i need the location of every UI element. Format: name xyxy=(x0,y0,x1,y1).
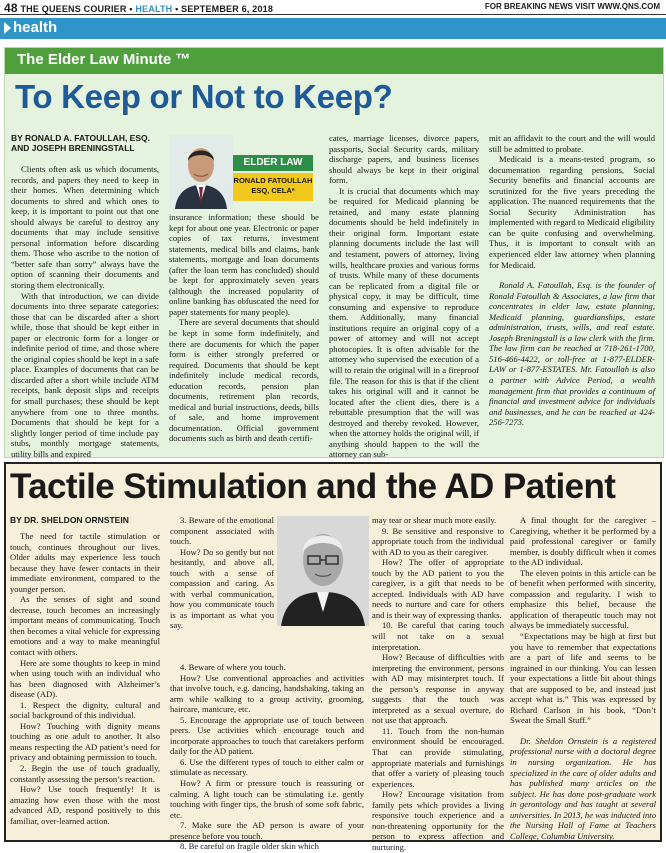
paragraph: With that introduction, we can divide documents into three separate categories: those that can be discarded after a short while, those that should be kept either in paper or electronic form for a longer or indefinite period of time, and those where the original copies should be kept in a safe place. Examples of documents that can be discarded after a short while include ATM receipts, bank deposit slips and receipts for small purchases; these should be kept anywhere from one to three months. Documents that should be kept for a slightly longer period of time include pay stubs, monthly mortgage statements, utility bills and expired xyxy=(11,290,159,459)
article-column-4 xyxy=(510,515,656,841)
paragraph: Medicaid is a means-tested program, so documentation regarding pensions, Social Security benefits and financial accounts are scrutinized for the five years preceding the application. The nuanced requirements that the Social Security Administration has implemented with regard to Medicaid eligibility can be quite confusing and overwhelming. Thus, it is important to consult with an experienced elder law attorney when planning for Medicaid. xyxy=(489,154,655,270)
paragraph: How? Use touch frequently! It is amazing how even those with the most advanced AD, respond positively to this familiar, over-learned action. xyxy=(10,784,160,826)
article-byline: BY DR. SHELDON ORNSTEIN xyxy=(10,515,129,525)
section-arrow-icon xyxy=(4,22,11,34)
article-column-1 xyxy=(10,531,160,826)
paragraph: 6. Use the different types of touch to either calm or stimulate as necessary. xyxy=(170,756,364,778)
paragraph: 3. Beware of the emotional component associated with touch. xyxy=(170,515,274,547)
paragraph: mit an affidavit to the court and the will would still be admitted to probate. xyxy=(489,133,655,154)
article-column-3 xyxy=(329,133,479,460)
article-column-2a xyxy=(170,515,274,631)
paragraph: cates, marriage licenses, divorce papers, passports, Social Security cards, military discharge papers, and business licenses should always be kept in their original form. xyxy=(329,133,479,186)
paragraph: How? Encourage visitation from family pets which provides a living responsive touch experience and a non-threatening opportunity for the person to express affection and nurturing. xyxy=(372,789,504,852)
breaking-news-link[interactable]: FOR BREAKING NEWS VISIT WWW.QNS.COM xyxy=(484,2,660,11)
issue-date: SEPTEMBER 6, 2018 xyxy=(181,4,274,14)
author-name-card xyxy=(233,173,313,201)
paragraph: 2. Begin the use of touch gradually, constantly assessing the person’s reaction. xyxy=(10,763,160,784)
page-number: 48 xyxy=(4,1,18,15)
paragraph: How? Touching with dignity means touching as one adult to another. It also means respecting the AD patient’s need for privacy and obtaining permission to touch. xyxy=(10,720,160,763)
page-header xyxy=(0,0,666,15)
paragraph: 8. Be careful on fragile older skin which xyxy=(180,841,319,852)
elder-law-article xyxy=(4,47,664,458)
page-header-left: 48 THE QUEENS COURIER • HEALTH • SEPTEMBER 6, 2018 xyxy=(4,1,274,15)
author-bio: Dr. Sheldon Ornstein is a registered professional nurse with a doctoral degree in nursing organization. He has specialized in the care of older adults and has published many articles on the subject. He has done post-graduate work in gerontology and has taught at several universities. In 2013, he was inducted into the Nursing Hall of Fame at Teachers College, Columbia University. xyxy=(510,735,656,841)
paragraph: A final thought for the caregiver – Caregiving, whether it be performed by a paid professional caregiver or family member, is doubly difficult when it comes to the AD individual. xyxy=(510,515,656,568)
paragraph: insurance information; these should be kept for about one year. Electronic or paper copies of tax returns, investment statements, medical bills and claims, bank statements, mortgage and loan documents (after the loan term has concluded) should be kept for approximately seven years (although the increased popularity of online banking has obfuscated the need for paper statements for many people). xyxy=(169,212,319,317)
paragraph: “Expectations may be high at first but you have to remember that expectations are a part of life and seems to be ingrained in our thinking. You can lessen your expectations a little bit about things that are supposed to be, and instead just accept what is.” This was expressed by Richard Carlson in his book, “Don’t Sweat the Small Stuff.” xyxy=(510,631,656,726)
paragraph: Here are some thoughts to keep in mind when using touch with an individual who has been diagnosed with Alzheimer’s disease (AD). xyxy=(10,657,160,700)
paragraph: As the senses of sight and sound decrease, touch becomes an increasingly important means of communicating. Touch then becomes a vital vehicle for expressing emotions and a way to make meaningful contact with others. xyxy=(10,594,160,658)
paragraph: 11. Touch from the non-human environment should be encouraged. That can provide stimulating, appropriate materials and furnishings that offer a variety of pleasing touch experiences. xyxy=(372,725,504,789)
article-column-3 xyxy=(372,515,504,853)
author-photo xyxy=(277,516,369,626)
article-headline: To Keep or Not to Keep? xyxy=(15,78,393,115)
author-name: RONALD FATOULLAH xyxy=(233,176,313,185)
paragraph: How? The offer of appropriate touch by the AD patient to you the caregiver, is a gift that needs to be accepted. Individuals with AD have needs to nurture and care for others and is their way of expressing thanks. xyxy=(372,557,504,620)
paragraph: The eleven points in this article can be of benefit when performed with sincerity, compassion and regularity. I wish to emphasize this belief, because the application of therapeutic touch may not always be immediately successful. xyxy=(510,567,656,631)
author-bio: Ronald A. Fatoullah, Esq. is the founder of Ronald Fatoullah & Associates, a law firm that concentrates in elder law, estate planning, Medicaid planning, guardianships, estate administration, trusts, wills, and real estate. Joseph Breningstall is a law clerk with the firm. The law firm can be reached at 718-261-1700, 516-466-4422, or toll-free at 1-877-ELDER-LAW or 1-877-ESTATES. Mr. Fatoullah is also a partner with Advice Period, a wealth management firm that provides a continuum of financial and investment advice for individuals and businesses, and he can be reached at 424-256-7273. xyxy=(489,280,655,428)
section-bar xyxy=(0,18,666,39)
author-photo xyxy=(169,135,233,209)
paragraph: How? A firm or pressure touch is reassuring or calming. A light touch can be stimulating i.e. gently touching with finger tips, the brush of some soft fabric, etc. xyxy=(170,778,364,820)
paragraph: may tear or shear much more easily. xyxy=(372,515,497,525)
paragraph: 4. Beware of where you touch. xyxy=(180,662,286,672)
paragraph: How? Use conventional approaches and activities that involve touch, e.g. dancing, handshaking, taking an arm while walking to a group activity, grooming, haircare, manicure, etc. xyxy=(170,672,364,715)
article-column-4 xyxy=(489,133,655,428)
article-byline xyxy=(11,133,150,153)
paragraph: 5. Encourage the appropriate use of touch between peers. Use activities which encourage touch and incorporate approaches to touch that caretakers perform daily for the AD patient. xyxy=(170,714,364,757)
byline-line: AND JOSEPH BRENINGSTALL xyxy=(11,143,135,153)
paragraph: How? Do so gently but not hesitantly, and above all, touch with a sense of compassion and caring. As with verbal communication, how you communicate touch is as important as what you say. xyxy=(170,546,274,631)
elder-law-tag: ELDER LAW xyxy=(233,155,313,171)
article-column-1 xyxy=(11,164,159,459)
paragraph: 7. Make sure the AD person is aware of your presence before you touch. xyxy=(170,820,364,841)
tactile-article xyxy=(4,462,662,852)
paragraph: How? Because of difficulties with interpreting the environment, persons with AD may misinterpret touch. If the person’s response in anyway suggests that the touch was interpreted as a sexual overture, do not use that approach. xyxy=(372,652,504,726)
paper-name: THE QUEENS COURIER xyxy=(20,4,127,14)
paragraph: The need for tactile stimulation or touch, continues throughout our lives. Older adults may experience less touch because they have fewer contacts in their immediate environment, compared to the younger person. xyxy=(10,531,160,594)
column-banner-text: The Elder Law Minute ™ xyxy=(17,51,191,68)
paragraph: 10. Be careful that caring touch will not take on a sexual interpretation. xyxy=(372,620,504,652)
author-credentials: ESQ, CELA* xyxy=(251,186,295,195)
section-name: HEALTH xyxy=(135,4,173,14)
paragraph: Clients often ask us which documents, records, and papers they need to keep in their homes. When determining which documents to shred and which ones to keep, it is important to point out that one should always be careful to destroy any documents that may include sensitive personal information before discarding them. Those who ascribe to the notion of “better safe than sorry” always have the option of scanning their documents and storing them electronically. xyxy=(11,164,159,291)
paragraph: It is crucial that documents which may be required for Medicaid planning be retained, and many estate planning documents should be held indefinitely in their original form. Important estate planning documents include the last will and testament, powers of attorney, living wills, healthcare proxies and various forms of trusts. While many of these documents can be replicated from a digital file or physical copy, it may be difficult, time consuming and expensive to reproduce them. Additionally, many financial institutions require an original copy of a power of attorney and will not accept photocopies. It is often advisable for the attorney who supervised the execution of a will to retain the original will in a fireproof file. The reason for this is that if the client takes his original will and it cannot be located after the client dies, there is a rebuttable presumption that the will was destroyed and thereby revoked. However, when the attorney holds the original will, if anything should happen to the will the attorney can sub- xyxy=(329,185,479,460)
paragraph: There are several documents that should be kept in some form indefinitely, and there are documents for which the paper form is either strongly preferred or required. Documents that should be kept indefinitely include medical records, education records, pension plan documents, retirement plan records, medical and burial instructions, deeds, bills of sale, and home improvement documentation. Official government documents such as birth and death certifi- xyxy=(169,317,319,444)
paragraph: 1. Respect the dignity, cultural and social background of this individual. xyxy=(10,699,160,721)
column-banner xyxy=(5,48,663,74)
article-column-2b xyxy=(170,662,364,852)
section-label: health xyxy=(13,19,58,36)
article-column-2 xyxy=(169,212,319,444)
paragraph: 9. Be sensitive and responsive to appropriate touch from the individual with AD to you as their caregiver. xyxy=(372,525,504,557)
byline-line: BY RONALD A. FATOULLAH, ESQ. xyxy=(11,133,150,143)
article-headline: Tactile Stimulation and the AD Patient xyxy=(10,467,616,506)
